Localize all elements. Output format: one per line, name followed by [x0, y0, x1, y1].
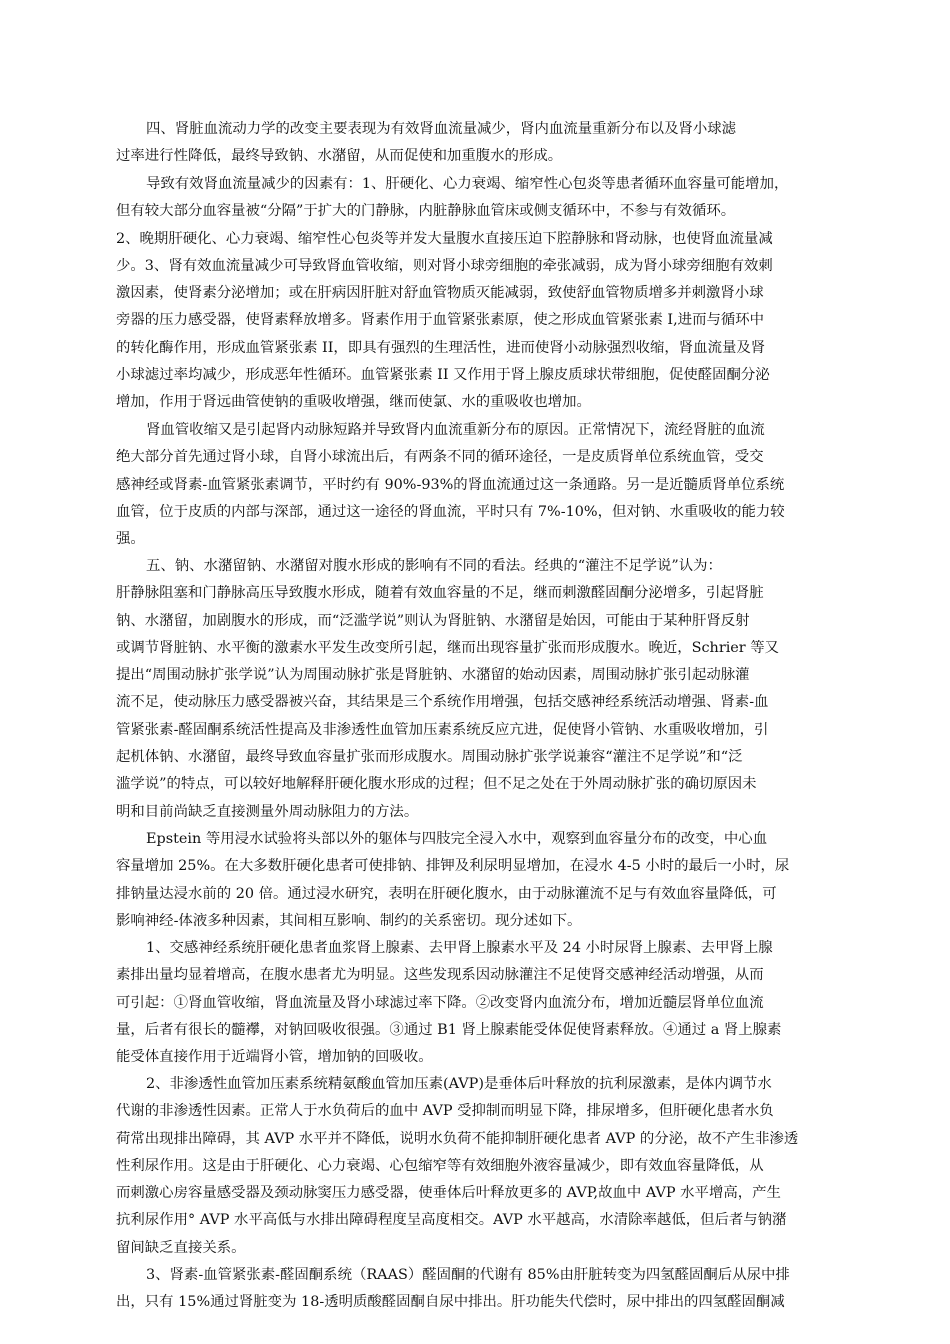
- text-line: 排钠量达浸水前的 20 倍。通过浸水研究，表明在肝硬化腹水，由于动脉灌流不足与有效血容量降低，可: [116, 885, 777, 902]
- text-line: 感神经或肾素-血管紧张素调节，平时约有 90%-93%的肾血流通过这一条通路。另一是近髓质肾单位系统: [116, 476, 785, 493]
- text-line: 滥学说”的特点，可以较好地解释肝硬化腹水形成的过程；但不足之处在于外周动脉扩张的确切原因未: [116, 776, 757, 793]
- text-line: 影响神经-体液多种因素，其间相互影响、制约的关系密切。现分述如下。: [116, 912, 582, 929]
- text-line: 的转化酶作用，形成血管紧张素 II，即具有强烈的生理活性，进而使肾小动脉强烈收缩，肾血流量及肾: [116, 339, 766, 356]
- text-line: 留间缺乏直接关系。: [116, 1239, 246, 1256]
- text-line: 但有较大部分血容量被“分隔”于扩大的门静脉，内脏静脉血管床或侧支循环中，不参与有效循环。: [116, 203, 736, 220]
- text-line: 少。3、肾有效血流量减少可导致肾血管收缩，则对肾小球旁细胞的牵张减弱，成为肾小球旁细胞有效刺: [116, 257, 773, 274]
- text-line: 旁器的压力感受器，使肾素释放增多。肾素作用于血管紧张素原，使之形成血管紧张素 I,进而与循环中: [116, 312, 765, 329]
- text-line: 抗利尿作用° AVP 水平高低与水排出障碍程度呈高度相交。AVP 水平越高，水清除率越低，但后者与钠潴: [116, 1212, 787, 1229]
- text-line: 流不足，使动脉压力感受器被兴奋，其结果是三个系统作用增强，包括交感神经系统活动增强、肾素-血: [116, 694, 769, 711]
- text-line: 明和目前尚缺乏直接测量外周动脉阻力的方法。: [116, 803, 419, 820]
- text-line: 增加，作用于肾远曲管使钠的重吸收增强，继而使氯、水的重吸收也增加。: [116, 394, 591, 411]
- text-line: 出，只有 15%通过肾脏变为 18-透明质酸醛固酮自尿中排出。肝功能失代偿时，尿中排出的四氢醛固酮减: [116, 1294, 785, 1311]
- text-line: 3、肾素-血管紧张素-醛固酮系统（RAAS）醛固酮的代谢有 85%由肝脏转变为四氢醛固酮后从尿中排: [146, 1267, 790, 1283]
- text-line: 血管，位于皮质的内部与深部，通过这一途径的肾血流，平时只有 7%-10%，但对钠、水重吸收的能力较: [116, 503, 785, 520]
- paragraph-raas: [116, 1262, 836, 1317]
- text-line: 起机体钠、水潴留，最终导致血容量扩张而形成腹水。周围动脉扩张学说兼容“灌注不足学说”和“泛: [116, 749, 743, 766]
- paragraph-avp-system: [116, 1071, 836, 1262]
- text-line: 激因素，使肾素分泌增加；或在肝病因肝脏对舒血管物质灭能减弱，致使舒血管物质增多并刺激肾小球: [116, 285, 764, 302]
- text-line: 荷常出现排出障碍，其 AVP 水平并不降低，说明水负荷不能抑制肝硬化患者 AVP 的分泌，故不产生非渗透: [116, 1130, 799, 1147]
- text-line: 强。: [116, 531, 145, 548]
- text-line: 或调节肾脏钠、水平衡的激素水平发生改变所引起，继而出现容量扩张而形成腹水。晚近，Schrier 等又: [116, 639, 780, 656]
- text-line: 绝大部分首先通过肾小球，自肾小球流出后，有两条不同的循环途径，一是皮质肾单位系统血管，受交: [116, 449, 764, 466]
- text-line: 容量增加 25%。在大多数肝硬化患者可使排钠、排钾及利尿明显增加，在浸水 4-5 小时的最后一小时，尿: [116, 858, 790, 875]
- paragraph-reduced-renal-flow-factors: [116, 171, 836, 417]
- text-line: Epstein 等用浸水试验将头部以外的躯体与四肢完全浸入水中，观察到血容量分布的改变，中心血: [146, 831, 768, 847]
- text-line: 管紧张素-醛固酮系统活性提高及非渗透性血管加压素系统反应亢进，促使肾小管钠、水重吸收增加，引: [116, 721, 769, 738]
- text-line: 能受体直接作用于近端肾小管，增加钠的回吸收。: [116, 1049, 433, 1066]
- text-line: 小球滤过率均减少，形成恶年性循环。血管紧张素 II 又作用于肾上腺皮质球状带细胞，促使醛固酮分泌: [116, 367, 770, 384]
- text-line: 代谢的非渗透性因素。正常人于水负荷后的血中 AVP 受抑制而明显下降，排尿增多，但肝硬化患者水负: [116, 1103, 774, 1120]
- paragraph-epstein-immersion: [116, 826, 836, 935]
- text-line: 素排出量均显着增高，在腹水患者尤为明显。这些发现系因动脉灌注不足使肾交感神经活动增强，从而: [116, 967, 764, 984]
- text-line: 肾血管收缩又是引起肾内动脉短路并导致肾内血流重新分布的原因。正常情况下，流经肾脏的血流: [146, 422, 765, 438]
- text-line: 2、晚期肝硬化、心力衰竭、缩窄性心包炎等并发大量腹水直接压迫下腔静脉和肾动脉，也使肾血流量减: [116, 230, 773, 247]
- paragraph-renal-hemodynamics: [116, 116, 836, 171]
- text-line: 而刺激心房容量感受器及颈动脉窦压力感受器，使垂体后叶释放更多的 AVP,故血中 AVP 水平增高，产生: [116, 1185, 781, 1202]
- text-line: 性利尿作用。这是由于肝硬化、心力衰竭、心包缩窄等有效细胞外液容量减少，即有效血容量降低，从: [116, 1157, 764, 1174]
- paragraph-sodium-water-retention: [116, 553, 836, 826]
- text-line: 量，后者有很长的髓襻，对钠回吸收很强。③通过 B1 肾上腺素能受体促使肾素释放。④通过 a 肾上腺素: [116, 1021, 782, 1038]
- text-line: 提出“周围动脉扩张学说”认为周围动脉扩张是肾脏钠、水潴留的始动因素，周围动脉扩张引起动脉灌: [116, 667, 750, 684]
- paragraph-vasoconstriction-redistribution: [116, 417, 836, 553]
- text-line: 肝静脉阻塞和门静脉高压导致腹水形成，随着有效血容量的不足，继而刺激醛固酮分泌增多，引起肾脏: [116, 585, 764, 602]
- paragraph-sympathetic-system: [116, 935, 836, 1071]
- text-line: 可引起：①肾血管收缩，肾血流量及肾小球滤过率下降。②改变肾内血流分布，增加近髓层肾单位血流: [116, 994, 764, 1011]
- text-line: 过率进行性降低，最终导致钠、水潴留，从而促使和加重腹水的形成。: [116, 148, 563, 165]
- text-line: 2、非渗透性血管加压素系统精氨酸血管加压素(AVP)是垂体后叶释放的抗利尿激素，是体内调节水: [146, 1076, 772, 1092]
- text-line: 导致有效肾血流量减少的因素有：1、肝硬化、心力衰竭、缩窄性心包炎等患者循环血容量可能增加，: [146, 176, 789, 192]
- text-line: 1、交感神经系统肝硬化患者血浆肾上腺素、去甲肾上腺素水平及 24 小时尿肾上腺素、去甲肾上腺: [146, 940, 773, 956]
- text-line: 五、钠、水潴留钠、水潴留对腹水形成的影响有不同的看法。经典的“灌注不足学说”认为：: [146, 558, 722, 574]
- text-line: 四、肾脏血流动力学的改变主要表现为有效肾血流量减少，肾内血流量重新分布以及肾小球滤: [146, 121, 737, 137]
- text-line: 钠、水潴留，加剧腹水的形成，而“泛滥学说”则认为肾脏钠、水潴留是始因，可能由于某种肝肾反射: [116, 612, 750, 629]
